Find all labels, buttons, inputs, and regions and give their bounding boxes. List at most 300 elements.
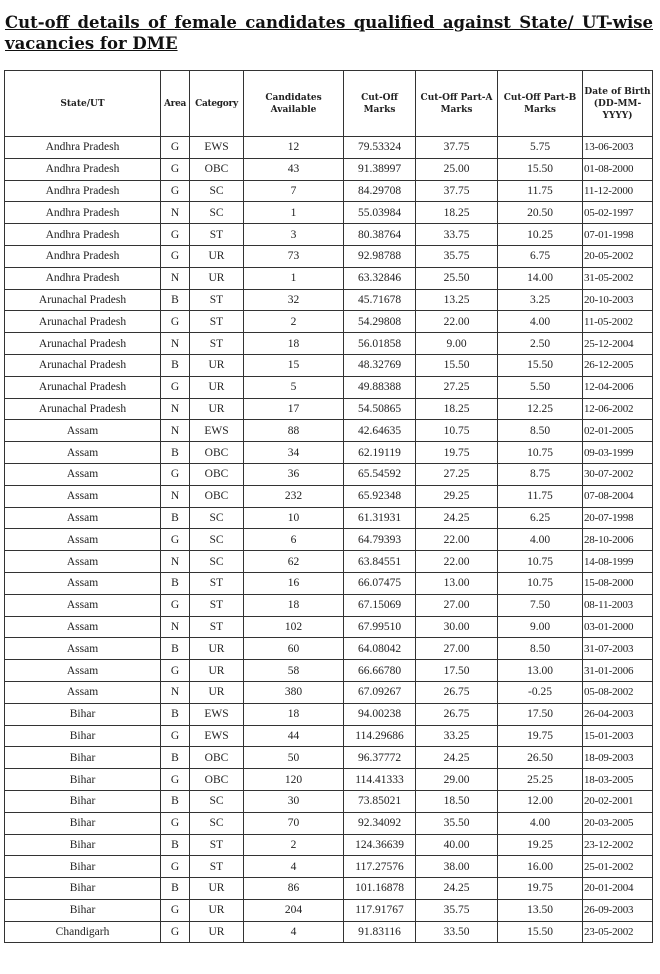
cell-candidates-available: 60 [244,638,344,660]
cell-candidates-available: 30 [244,790,344,812]
table-row [5,485,653,507]
cell-cutoff-part-a: 25.00 [416,158,498,180]
cell-cutoff-marks: 96.37772 [344,747,416,769]
cell-area: N [161,398,190,420]
table-row [5,921,653,943]
cell-date-of-birth: 07-08-2004 [583,485,653,507]
cell-area: G [161,137,190,159]
cell-category: ST [190,834,244,856]
cell-cutoff-part-a: 35.75 [416,899,498,921]
cell-candidates-available: 18 [244,594,344,616]
cell-cutoff-part-a: 38.00 [416,856,498,878]
cell-area: B [161,354,190,376]
cell-date-of-birth: 13-06-2003 [583,137,653,159]
cell-area: G [161,899,190,921]
cell-cutoff-part-b: 11.75 [498,485,583,507]
cell-state-ut: Bihar [5,703,161,725]
cell-cutoff-part-a: 18.25 [416,202,498,224]
table-row [5,834,653,856]
cell-date-of-birth: 12-06-2002 [583,398,653,420]
cell-cutoff-marks: 55.03984 [344,202,416,224]
table-row [5,899,653,921]
cell-category: ST [190,856,244,878]
cell-state-ut: Andhra Pradesh [5,202,161,224]
cell-cutoff-part-b: 12.25 [498,398,583,420]
cell-candidates-available: 70 [244,812,344,834]
cell-area: G [161,158,190,180]
cell-area: B [161,878,190,900]
cell-date-of-birth: 20-07-1998 [583,507,653,529]
cell-cutoff-marks: 54.50865 [344,398,416,420]
cell-date-of-birth: 11-05-2002 [583,311,653,333]
cell-area: G [161,180,190,202]
cell-cutoff-marks: 92.34092 [344,812,416,834]
cell-cutoff-marks: 48.32769 [344,354,416,376]
cell-cutoff-part-b: 9.00 [498,616,583,638]
cell-cutoff-part-b: 10.25 [498,224,583,246]
cell-cutoff-part-b: 10.75 [498,551,583,573]
cell-date-of-birth: 30-07-2002 [583,463,653,485]
cell-cutoff-part-b: 14.00 [498,267,583,289]
cell-cutoff-marks: 67.15069 [344,594,416,616]
cell-candidates-available: 1 [244,202,344,224]
cell-cutoff-part-a: 27.00 [416,594,498,616]
table-row [5,289,653,311]
cell-category: EWS [190,420,244,442]
cell-candidates-available: 73 [244,245,344,267]
table-row [5,267,653,289]
cell-date-of-birth: 31-07-2003 [583,638,653,660]
cell-category: OBC [190,463,244,485]
cell-state-ut: Assam [5,463,161,485]
cell-state-ut: Assam [5,507,161,529]
cell-cutoff-part-a: 17.50 [416,660,498,682]
cell-state-ut: Bihar [5,878,161,900]
cutoff-table [4,70,653,943]
cell-category: SC [190,180,244,202]
cell-candidates-available: 380 [244,681,344,703]
cell-category: UR [190,267,244,289]
cell-candidates-available: 7 [244,180,344,202]
table-row [5,376,653,398]
cell-candidates-available: 12 [244,137,344,159]
cell-date-of-birth: 05-02-1997 [583,202,653,224]
cell-candidates-available: 16 [244,572,344,594]
cell-candidates-available: 5 [244,376,344,398]
cell-date-of-birth: 14-08-1999 [583,551,653,573]
cell-category: OBC [190,769,244,791]
cell-state-ut: Bihar [5,856,161,878]
cell-category: ST [190,224,244,246]
cell-state-ut: Arunachal Pradesh [5,376,161,398]
cell-cutoff-part-b: 6.75 [498,245,583,267]
cell-candidates-available: 88 [244,420,344,442]
cell-cutoff-part-b: 4.00 [498,311,583,333]
cell-state-ut: Assam [5,485,161,507]
cell-cutoff-marks: 63.84551 [344,551,416,573]
cell-area: B [161,572,190,594]
table-row [5,180,653,202]
table-row [5,681,653,703]
cell-area: G [161,812,190,834]
cell-state-ut: Andhra Pradesh [5,180,161,202]
cell-cutoff-part-a: 10.75 [416,420,498,442]
cell-cutoff-part-a: 27.25 [416,376,498,398]
cell-cutoff-part-b: 26.50 [498,747,583,769]
header-date-of-birth: Date of Birth (DD-MM-YYYY) [583,71,653,137]
cell-area: B [161,703,190,725]
cell-state-ut: Assam [5,616,161,638]
cell-date-of-birth: 18-03-2005 [583,769,653,791]
cell-cutoff-marks: 56.01858 [344,333,416,355]
cell-category: SC [190,507,244,529]
cell-cutoff-part-b: 5.50 [498,376,583,398]
cell-cutoff-part-a: 24.25 [416,878,498,900]
cell-category: ST [190,333,244,355]
cell-cutoff-part-b: 15.50 [498,354,583,376]
cell-cutoff-marks: 94.00238 [344,703,416,725]
cell-cutoff-part-b: 15.50 [498,921,583,943]
cell-cutoff-part-a: 35.75 [416,245,498,267]
cell-state-ut: Andhra Pradesh [5,267,161,289]
cell-date-of-birth: 20-02-2001 [583,790,653,812]
cell-cutoff-part-b: 16.00 [498,856,583,878]
table-row [5,660,653,682]
table-row [5,616,653,638]
cell-category: EWS [190,703,244,725]
cell-cutoff-part-a: 22.00 [416,311,498,333]
cell-area: N [161,333,190,355]
cell-state-ut: Arunachal Pradesh [5,354,161,376]
cell-area: B [161,834,190,856]
cell-date-of-birth: 25-01-2002 [583,856,653,878]
cell-cutoff-part-a: 25.50 [416,267,498,289]
cell-category: UR [190,376,244,398]
cell-date-of-birth: 31-05-2002 [583,267,653,289]
cell-state-ut: Assam [5,681,161,703]
cell-cutoff-part-a: 26.75 [416,681,498,703]
header-cutoff-marks: Cut-Off Marks [344,71,416,137]
cell-date-of-birth: 26-12-2005 [583,354,653,376]
cell-cutoff-marks: 65.54592 [344,463,416,485]
cell-category: SC [190,551,244,573]
cell-area: G [161,725,190,747]
cell-cutoff-part-b: 3.25 [498,289,583,311]
cell-candidates-available: 6 [244,529,344,551]
cell-date-of-birth: 23-12-2002 [583,834,653,856]
cell-cutoff-marks: 64.08042 [344,638,416,660]
table-row [5,878,653,900]
cell-cutoff-part-a: 9.00 [416,333,498,355]
cell-state-ut: Bihar [5,834,161,856]
cell-cutoff-part-b: 8.50 [498,638,583,660]
cell-date-of-birth: 03-01-2000 [583,616,653,638]
cell-candidates-available: 102 [244,616,344,638]
cell-cutoff-marks: 117.27576 [344,856,416,878]
cell-category: OBC [190,485,244,507]
cell-state-ut: Assam [5,638,161,660]
cell-category: UR [190,921,244,943]
cell-cutoff-part-a: 24.25 [416,747,498,769]
document-title: Cut-off details of female candidates qualified against State/ UT-wise vacancies for DME [5,13,653,53]
cell-category: OBC [190,747,244,769]
cell-state-ut: Assam [5,551,161,573]
cell-area: G [161,376,190,398]
cell-state-ut: Chandigarh [5,921,161,943]
cell-cutoff-part-a: 40.00 [416,834,498,856]
cell-cutoff-part-a: 33.50 [416,921,498,943]
cell-cutoff-part-b: 6.25 [498,507,583,529]
header-candidates-available: Candidates Available [244,71,344,137]
cell-category: UR [190,398,244,420]
cell-area: G [161,224,190,246]
cell-category: ST [190,594,244,616]
cell-candidates-available: 4 [244,856,344,878]
cell-state-ut: Assam [5,594,161,616]
cell-cutoff-part-a: 30.00 [416,616,498,638]
cell-state-ut: Assam [5,572,161,594]
cell-cutoff-part-b: -0.25 [498,681,583,703]
cell-cutoff-marks: 114.29686 [344,725,416,747]
cell-date-of-birth: 26-09-2003 [583,899,653,921]
cell-date-of-birth: 18-09-2003 [583,747,653,769]
header-cutoff-part-b: Cut-Off Part-B Marks [498,71,583,137]
cell-cutoff-part-a: 37.75 [416,180,498,202]
cell-area: B [161,638,190,660]
cell-cutoff-part-b: 4.00 [498,529,583,551]
cell-candidates-available: 50 [244,747,344,769]
cell-cutoff-part-a: 18.50 [416,790,498,812]
cell-area: N [161,551,190,573]
cell-cutoff-marks: 54.29808 [344,311,416,333]
cell-candidates-available: 62 [244,551,344,573]
cell-state-ut: Bihar [5,747,161,769]
cell-candidates-available: 18 [244,333,344,355]
cell-cutoff-part-a: 29.00 [416,769,498,791]
cell-cutoff-part-a: 24.25 [416,507,498,529]
cell-candidates-available: 232 [244,485,344,507]
cell-date-of-birth: 02-01-2005 [583,420,653,442]
cell-candidates-available: 36 [244,463,344,485]
cell-category: UR [190,245,244,267]
cell-area: G [161,463,190,485]
cell-candidates-available: 18 [244,703,344,725]
cell-category: OBC [190,442,244,464]
cell-category: SC [190,529,244,551]
header-area: Area [161,71,190,137]
cell-state-ut: Bihar [5,899,161,921]
cell-cutoff-part-a: 19.75 [416,442,498,464]
cell-cutoff-part-a: 22.00 [416,529,498,551]
cell-date-of-birth: 20-05-2002 [583,245,653,267]
cell-cutoff-marks: 91.38997 [344,158,416,180]
cell-candidates-available: 43 [244,158,344,180]
cell-date-of-birth: 15-01-2003 [583,725,653,747]
cell-area: N [161,681,190,703]
cell-area: N [161,485,190,507]
cell-candidates-available: 204 [244,899,344,921]
cell-cutoff-marks: 63.32846 [344,267,416,289]
cell-cutoff-part-a: 33.75 [416,224,498,246]
cell-candidates-available: 17 [244,398,344,420]
cell-cutoff-marks: 92.98788 [344,245,416,267]
cell-state-ut: Arunachal Pradesh [5,398,161,420]
cell-state-ut: Andhra Pradesh [5,158,161,180]
cell-cutoff-part-b: 19.25 [498,834,583,856]
cell-cutoff-marks: 66.07475 [344,572,416,594]
cell-state-ut: Arunachal Pradesh [5,289,161,311]
cell-candidates-available: 1 [244,267,344,289]
cell-date-of-birth: 15-08-2000 [583,572,653,594]
cell-state-ut: Assam [5,420,161,442]
cell-candidates-available: 4 [244,921,344,943]
table-row [5,398,653,420]
cell-cutoff-part-a: 22.00 [416,551,498,573]
cell-cutoff-marks: 73.85021 [344,790,416,812]
cell-area: B [161,507,190,529]
cell-category: UR [190,660,244,682]
cell-category: ST [190,311,244,333]
table-row [5,442,653,464]
cell-area: B [161,289,190,311]
cell-cutoff-part-b: 2.50 [498,333,583,355]
table-row [5,856,653,878]
cell-state-ut: Assam [5,660,161,682]
cell-date-of-birth: 20-01-2004 [583,878,653,900]
table-row [5,245,653,267]
cell-category: EWS [190,725,244,747]
cell-candidates-available: 58 [244,660,344,682]
cell-area: G [161,311,190,333]
cell-date-of-birth: 07-01-1998 [583,224,653,246]
table-row [5,137,653,159]
cell-cutoff-marks: 67.09267 [344,681,416,703]
cell-area: G [161,856,190,878]
cell-cutoff-part-b: 17.50 [498,703,583,725]
cell-cutoff-marks: 91.83116 [344,921,416,943]
cell-date-of-birth: 11-12-2000 [583,180,653,202]
cell-cutoff-marks: 67.99510 [344,616,416,638]
cell-cutoff-part-b: 13.50 [498,899,583,921]
cell-candidates-available: 2 [244,834,344,856]
cell-area: G [161,921,190,943]
cell-cutoff-part-b: 20.50 [498,202,583,224]
cell-cutoff-marks: 101.16878 [344,878,416,900]
table-row [5,224,653,246]
cell-area: N [161,267,190,289]
cell-state-ut: Andhra Pradesh [5,245,161,267]
table-row [5,769,653,791]
cell-area: G [161,769,190,791]
cell-date-of-birth: 12-04-2006 [583,376,653,398]
cell-area: N [161,616,190,638]
cell-cutoff-part-a: 27.00 [416,638,498,660]
cell-cutoff-marks: 66.66780 [344,660,416,682]
table-row [5,202,653,224]
cell-state-ut: Andhra Pradesh [5,224,161,246]
cell-cutoff-part-b: 8.75 [498,463,583,485]
cell-cutoff-part-b: 11.75 [498,180,583,202]
cell-cutoff-marks: 84.29708 [344,180,416,202]
cell-candidates-available: 34 [244,442,344,464]
cell-date-of-birth: 08-11-2003 [583,594,653,616]
cell-candidates-available: 44 [244,725,344,747]
cell-area: N [161,202,190,224]
table-row [5,420,653,442]
cell-category: ST [190,572,244,594]
cell-category: ST [190,616,244,638]
cell-cutoff-part-a: 37.75 [416,137,498,159]
cell-state-ut: Andhra Pradesh [5,137,161,159]
cell-category: SC [190,202,244,224]
cell-area: G [161,529,190,551]
table-row [5,790,653,812]
table-row [5,529,653,551]
table-row [5,638,653,660]
cell-cutoff-marks: 117.91767 [344,899,416,921]
cell-cutoff-part-b: 4.00 [498,812,583,834]
header-state-ut: State/UT [5,71,161,137]
cell-cutoff-part-b: 5.75 [498,137,583,159]
table-row [5,333,653,355]
cell-state-ut: Arunachal Pradesh [5,333,161,355]
table-row [5,158,653,180]
cell-date-of-birth: 25-12-2004 [583,333,653,355]
cell-state-ut: Assam [5,529,161,551]
table-row [5,812,653,834]
cell-cutoff-marks: 79.53324 [344,137,416,159]
cell-date-of-birth: 20-03-2005 [583,812,653,834]
cell-cutoff-marks: 42.64635 [344,420,416,442]
cell-cutoff-part-b: 15.50 [498,158,583,180]
table-row [5,551,653,573]
cell-cutoff-part-a: 26.75 [416,703,498,725]
cell-date-of-birth: 31-01-2006 [583,660,653,682]
table-row [5,507,653,529]
table-row [5,594,653,616]
cell-cutoff-part-b: 10.75 [498,572,583,594]
cell-cutoff-part-a: 13.00 [416,572,498,594]
table-body [5,137,653,943]
cell-candidates-available: 10 [244,507,344,529]
cell-area: G [161,245,190,267]
cell-candidates-available: 3 [244,224,344,246]
cell-cutoff-part-a: 29.25 [416,485,498,507]
cell-state-ut: Bihar [5,812,161,834]
cell-area: N [161,420,190,442]
cell-cutoff-part-a: 27.25 [416,463,498,485]
cell-cutoff-part-a: 35.50 [416,812,498,834]
cell-candidates-available: 2 [244,311,344,333]
table-row [5,703,653,725]
cell-area: G [161,594,190,616]
cell-category: UR [190,354,244,376]
cell-cutoff-part-b: 13.00 [498,660,583,682]
cell-state-ut: Arunachal Pradesh [5,311,161,333]
table-row [5,572,653,594]
cell-cutoff-part-b: 19.75 [498,878,583,900]
table-row [5,725,653,747]
cell-category: EWS [190,137,244,159]
cell-category: ST [190,289,244,311]
cell-cutoff-part-b: 25.25 [498,769,583,791]
cell-state-ut: Assam [5,442,161,464]
cell-candidates-available: 86 [244,878,344,900]
header-cutoff-part-a: Cut-Off Part-A Marks [416,71,498,137]
cell-date-of-birth: 23-05-2002 [583,921,653,943]
cell-cutoff-marks: 114.41333 [344,769,416,791]
cell-cutoff-marks: 124.36639 [344,834,416,856]
